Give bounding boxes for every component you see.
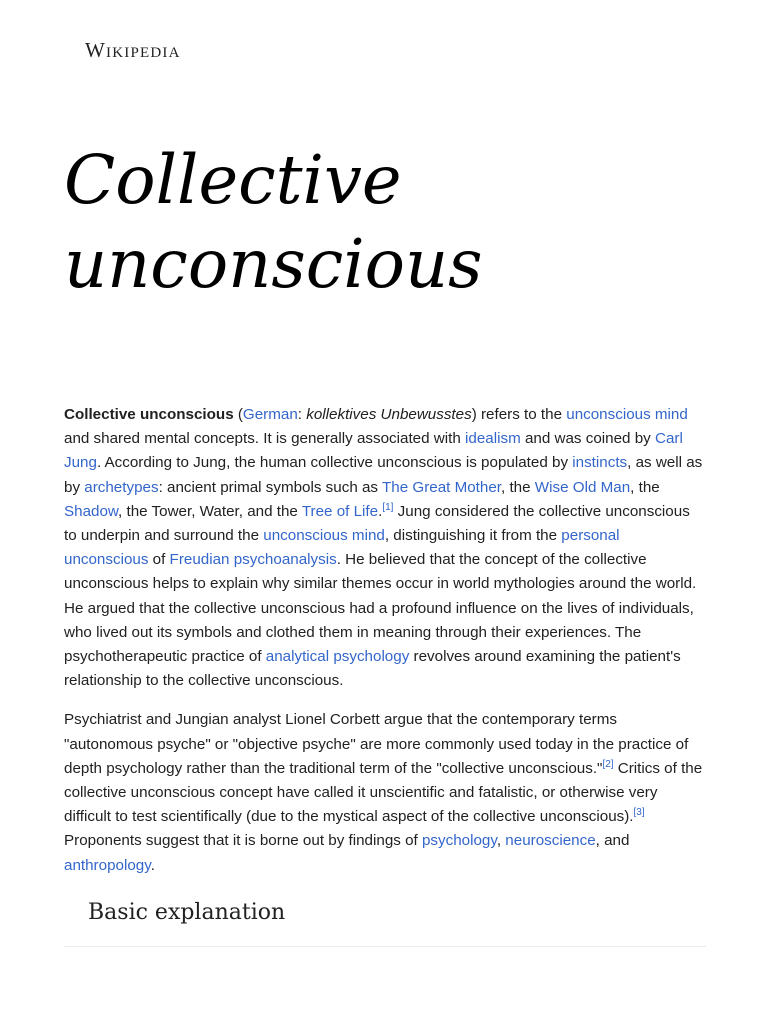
text: , and [595, 832, 630, 850]
paragraph-intro [64, 403, 706, 693]
reference-link[interactable]: [1] [382, 501, 394, 513]
text: , the [501, 478, 535, 496]
text: : [297, 406, 307, 423]
link-personal-unconscious[interactable]: personal unconscious [64, 527, 620, 569]
link-tree-of-life[interactable]: Tree of Life [301, 502, 379, 520]
text: and was coined by [520, 430, 655, 448]
link-neuroscience[interactable]: neuroscience [505, 832, 596, 850]
link-shadow[interactable]: Shadow [64, 502, 119, 520]
text: of [148, 551, 170, 569]
wikipedia-logo[interactable]: Wikipedia [85, 38, 181, 62]
text: , [496, 832, 506, 850]
text: , distinguishing it from the [384, 527, 562, 545]
text: . [378, 502, 383, 520]
text: . [150, 856, 155, 874]
link-german[interactable]: German [242, 406, 298, 423]
text: . He believed that the concept of the collective unconscious helps to explain why similar themes occur in world mythologies around the world. He argued that the collective unconscious had a profound influence on the lives of individuals, who lived out its symbols and clothed them in meaning through their experiences. The psychotherapeutic practice of [64, 551, 697, 666]
text: Jung considered the collective unconscious to underpin and surround the [64, 502, 690, 545]
link-unconscious-mind[interactable]: unconscious mind [263, 527, 385, 545]
text: ( [233, 406, 243, 423]
reference-link[interactable]: [2] [602, 758, 614, 770]
link-unconscious-mind[interactable]: unconscious mind [566, 406, 688, 423]
text: Proponents suggest that it is borne out by findings of [64, 832, 422, 850]
german-term: kollektives Unbewusstes [306, 406, 472, 423]
text: , as well as by [64, 454, 703, 496]
text: Critics of the collective unconscious concept have called it unscientific and fatalistic, or otherwise very difficult to test scientifically (due to the mystical aspect of the collective unconscious). [64, 759, 703, 826]
text: : ancient primal symbols such as [158, 478, 382, 496]
text: and shared mental concepts. It is generally associated with [64, 430, 466, 448]
link-idealism[interactable]: idealism [465, 430, 521, 448]
link-archetypes[interactable]: archetypes [84, 478, 159, 496]
text: revolves around examining the patient's relationship to the collective unconscious. [64, 648, 681, 690]
text: Psychiatrist and Jungian analyst Lionel Corbett argue that the contemporary terms "autonomous psyche" or "objective psyche" are more commonly used today in the practice of depth psychology rather than the traditional term of the "collective unconscious." [64, 711, 689, 777]
text: , the [630, 478, 660, 496]
link-anthropology[interactable]: anthropology [64, 856, 151, 874]
link-instincts[interactable]: instincts [572, 454, 628, 472]
section-heading[interactable]: Basic explanation [88, 900, 286, 925]
reference-link[interactable]: [3] [633, 807, 645, 819]
bold-term: Collective unconscious [64, 406, 234, 423]
paragraph-criticism [64, 708, 706, 877]
section-divider [64, 946, 706, 947]
link-freudian-psychoanalysis[interactable]: Freudian psychoanalysis [169, 551, 337, 569]
title-line-2: unconscious [64, 225, 483, 303]
link-carl-jung[interactable]: Carl Jung [64, 430, 683, 472]
text: , the Tower, Water, and the [118, 502, 302, 520]
link-analytical-psychology[interactable]: analytical psychology [265, 648, 410, 666]
article-body [64, 403, 706, 893]
link-great-mother[interactable]: The Great Mother [381, 478, 502, 496]
link-wise-old-man[interactable]: Wise Old Man [534, 478, 631, 496]
page-title [64, 138, 744, 306]
text: ) refers to the [471, 406, 567, 423]
title-line-1: Collective [64, 141, 402, 219]
text: . According to Jung, the human collective unconscious is populated by [96, 454, 573, 472]
link-psychology[interactable]: psychology [421, 832, 497, 850]
